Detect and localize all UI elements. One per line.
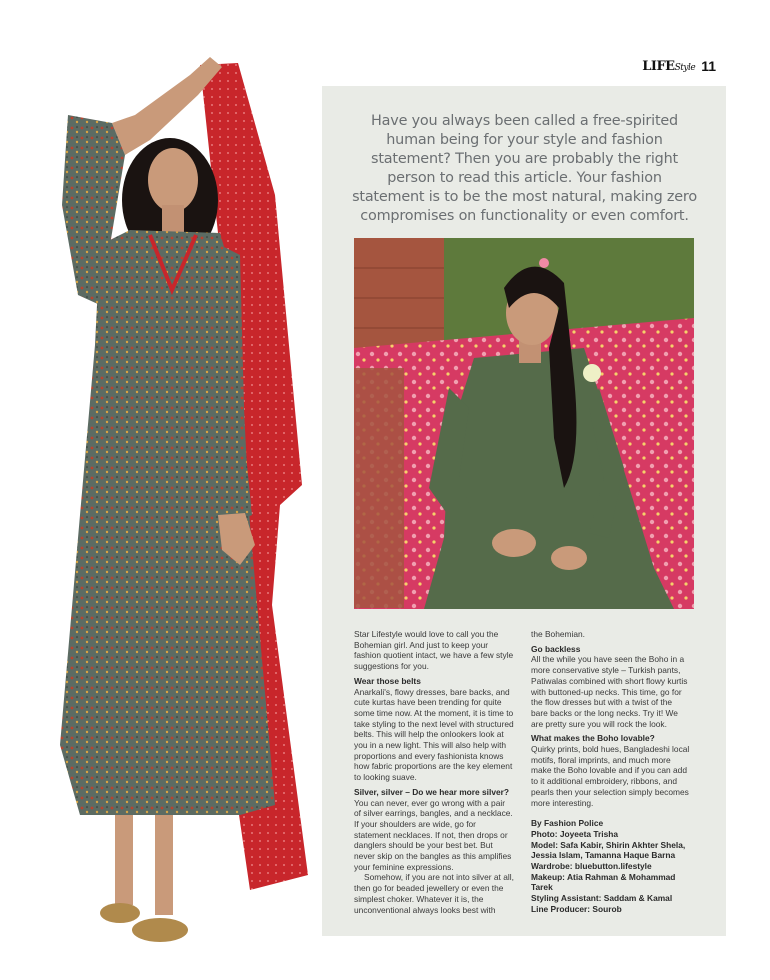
magazine-logo: LIFEStyle	[642, 58, 696, 74]
credit-line: Styling Assistant: Saddam & Kamal	[531, 893, 673, 904]
masthead	[642, 55, 716, 77]
subheading: Silver, silver – Do we hear more silver?	[354, 786, 510, 797]
body-paragraph: the Bohemian.	[531, 629, 586, 639]
photo-credits	[531, 818, 691, 914]
body-paragraph: Somehow, if you are not into silver at all, then go for beaded jewellery or even the simplest choker. Whatever it is, the unconventional always looks best with	[354, 872, 514, 915]
subheading: Wear those belts	[354, 675, 421, 686]
page-number: 11	[701, 58, 716, 74]
inset-photo	[354, 238, 694, 609]
subheading: Go backless	[531, 643, 581, 654]
intro-standfirst: Have you always been called a free-spirited human being for your style and fashion statement? Then you are probably the right person to read this article. Your fashion statement is to be the most natural, making zero compromises on functionality or even comfort.	[352, 113, 697, 224]
body-paragraph: Anarkali's, flowy dresses, bare backs, and cute kurtas have been trending for quite some time now. At the moment, it is time to take styling to the next level with structured belts. This will help the onlookers look at you in a new light. This will also help with proportions and every fashionista knows how fabric proportions are the key element to looking suave.	[354, 686, 514, 783]
article-column-right	[531, 629, 691, 915]
credit-line: Model: Safa Kabir, Shirin Akhter Shela, Jessia Islam, Tamanna Haque Barna	[531, 839, 686, 861]
credit-line: Photo: Joyeeta Trisha	[531, 828, 619, 839]
credit-line: By Fashion Police	[531, 818, 604, 829]
body-paragraph: Star Lifestyle would love to call you the Bohemian girl. And just to keep your fashion quotient intact, we have a few style suggestions for you.	[354, 629, 514, 672]
body-paragraph: You can never, ever go wrong with a pair of silver earrings, bangles, and a necklace. If your shoulders are wide, go for statement necklaces. If not, then drops or danglers should be your best bet. But never skip on the bangles as this amplifies your feminine expressions.	[354, 797, 513, 872]
body-paragraph: Quirky prints, bold hues, Bangladeshi local motifs, floral imprints, and much more make the Boho lovable and if you can add to it additional embroidery, ribbons, and pearls then your selection simply becomes more interesting.	[531, 744, 690, 808]
body-paragraph: All the while you have seen the Boho in a more conservative style – Turkish pants, Patiwalas combined with short flowy kurtis with buttoned-up necks. This time, go for the flow dresses but with a twist of the bare backs or the long necks. Try it! We are pretty sure you will rock the look.	[531, 654, 688, 729]
subheading: What makes the Boho lovable?	[531, 733, 655, 744]
credit-line: Wardrobe: bluebutton.lifestyle	[531, 861, 652, 872]
article-column-left	[354, 629, 514, 915]
credit-line: Makeup: Atia Rahman & Mohammad Tarek	[531, 871, 676, 893]
model-photo	[40, 45, 340, 945]
credit-line: Line Producer: Sourob	[531, 903, 622, 914]
